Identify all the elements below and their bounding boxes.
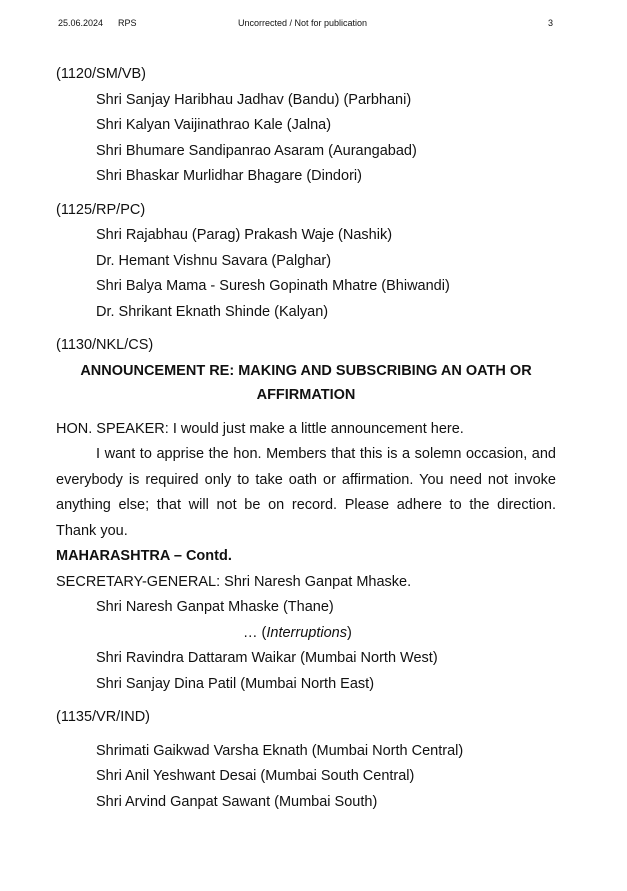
member-line: Shri Bhaskar Murlidhar Bhagare (Dindori) <box>96 168 362 184</box>
member-line: Shri Naresh Ganpat Mhaske (Thane) <box>96 599 334 615</box>
secretary-line: SECRETARY-GENERAL: Shri Naresh Ganpat Mhaske. <box>56 573 412 590</box>
section-code: (1135/VR/IND) <box>56 709 151 725</box>
header-status: Uncorrected / Not for publication <box>238 18 368 28</box>
member-line: Shrimati Gaikwad Varsha Eknath (Mumbai North Central) <box>96 742 464 759</box>
member-line: Dr. Hemant Vishnu Savara (Palghar) <box>96 252 332 269</box>
page-header <box>0 18 627 32</box>
member-line: Dr. Shrikant Eknath Shinde (Kalyan) <box>96 303 329 320</box>
member-line: Shri Sanjay Haribhau Jadhav (Bandu) (Parbhani) <box>96 91 412 108</box>
member-line: Shri Kalyan Vaijinathrao Kale (Jalna) <box>96 117 332 133</box>
member-line: Shri Arvind Ganpat Sawant (Mumbai South) <box>96 793 378 810</box>
member-line: Shri Anil Yeshwant Desai (Mumbai South Central) <box>96 768 415 784</box>
announcement-title-line1: ANNOUNCEMENT RE: MAKING AND SUBSCRIBING AN OATH OR <box>80 362 532 379</box>
section-code: (1120/SM/VB) <box>56 66 146 82</box>
document-body <box>56 62 556 815</box>
section-code: (1130/NKL/CS) <box>56 337 154 353</box>
header-date: 25.06.2024 <box>58 18 104 28</box>
member-line: Shri Balya Mama - Suresh Gopinath Mhatre (Bhiwandi) <box>96 278 450 294</box>
member-line: Shri Sanjay Dina Patil (Mumbai North East) <box>96 675 375 692</box>
interruptions-note <box>56 621 556 647</box>
header-initials: RPS <box>118 18 137 28</box>
member-line: Shri Bhumare Sandipanrao Asaram (Aurangabad) <box>96 142 417 159</box>
interruptions-prefix: … ( <box>243 624 267 641</box>
interruptions-word: Interruptions <box>266 624 347 641</box>
section-code: (1125/RP/PC) <box>56 201 146 218</box>
state-heading: MAHARASHTRA – Contd. <box>56 548 232 564</box>
announcement-title-line2: AFFIRMATION <box>256 386 356 403</box>
announcement-paragraph: I want to apprise the hon. Members that this is a solemn occasion, and everybody is required only to take oath or affirmation. You need not invoke anything else; that will not be on record. Please adhere to the direction. Thank you. <box>56 446 556 539</box>
interruptions-suffix: ) <box>346 624 352 641</box>
member-line: Shri Ravindra Dattaram Waikar (Mumbai North West) <box>96 650 438 666</box>
member-line: Shri Rajabhau (Parag) Prakash Waje (Nashik) <box>96 227 393 243</box>
speaker-line: HON. SPEAKER: I would just make a little announcement here. <box>56 420 464 437</box>
header-page-number: 3 <box>548 18 554 28</box>
